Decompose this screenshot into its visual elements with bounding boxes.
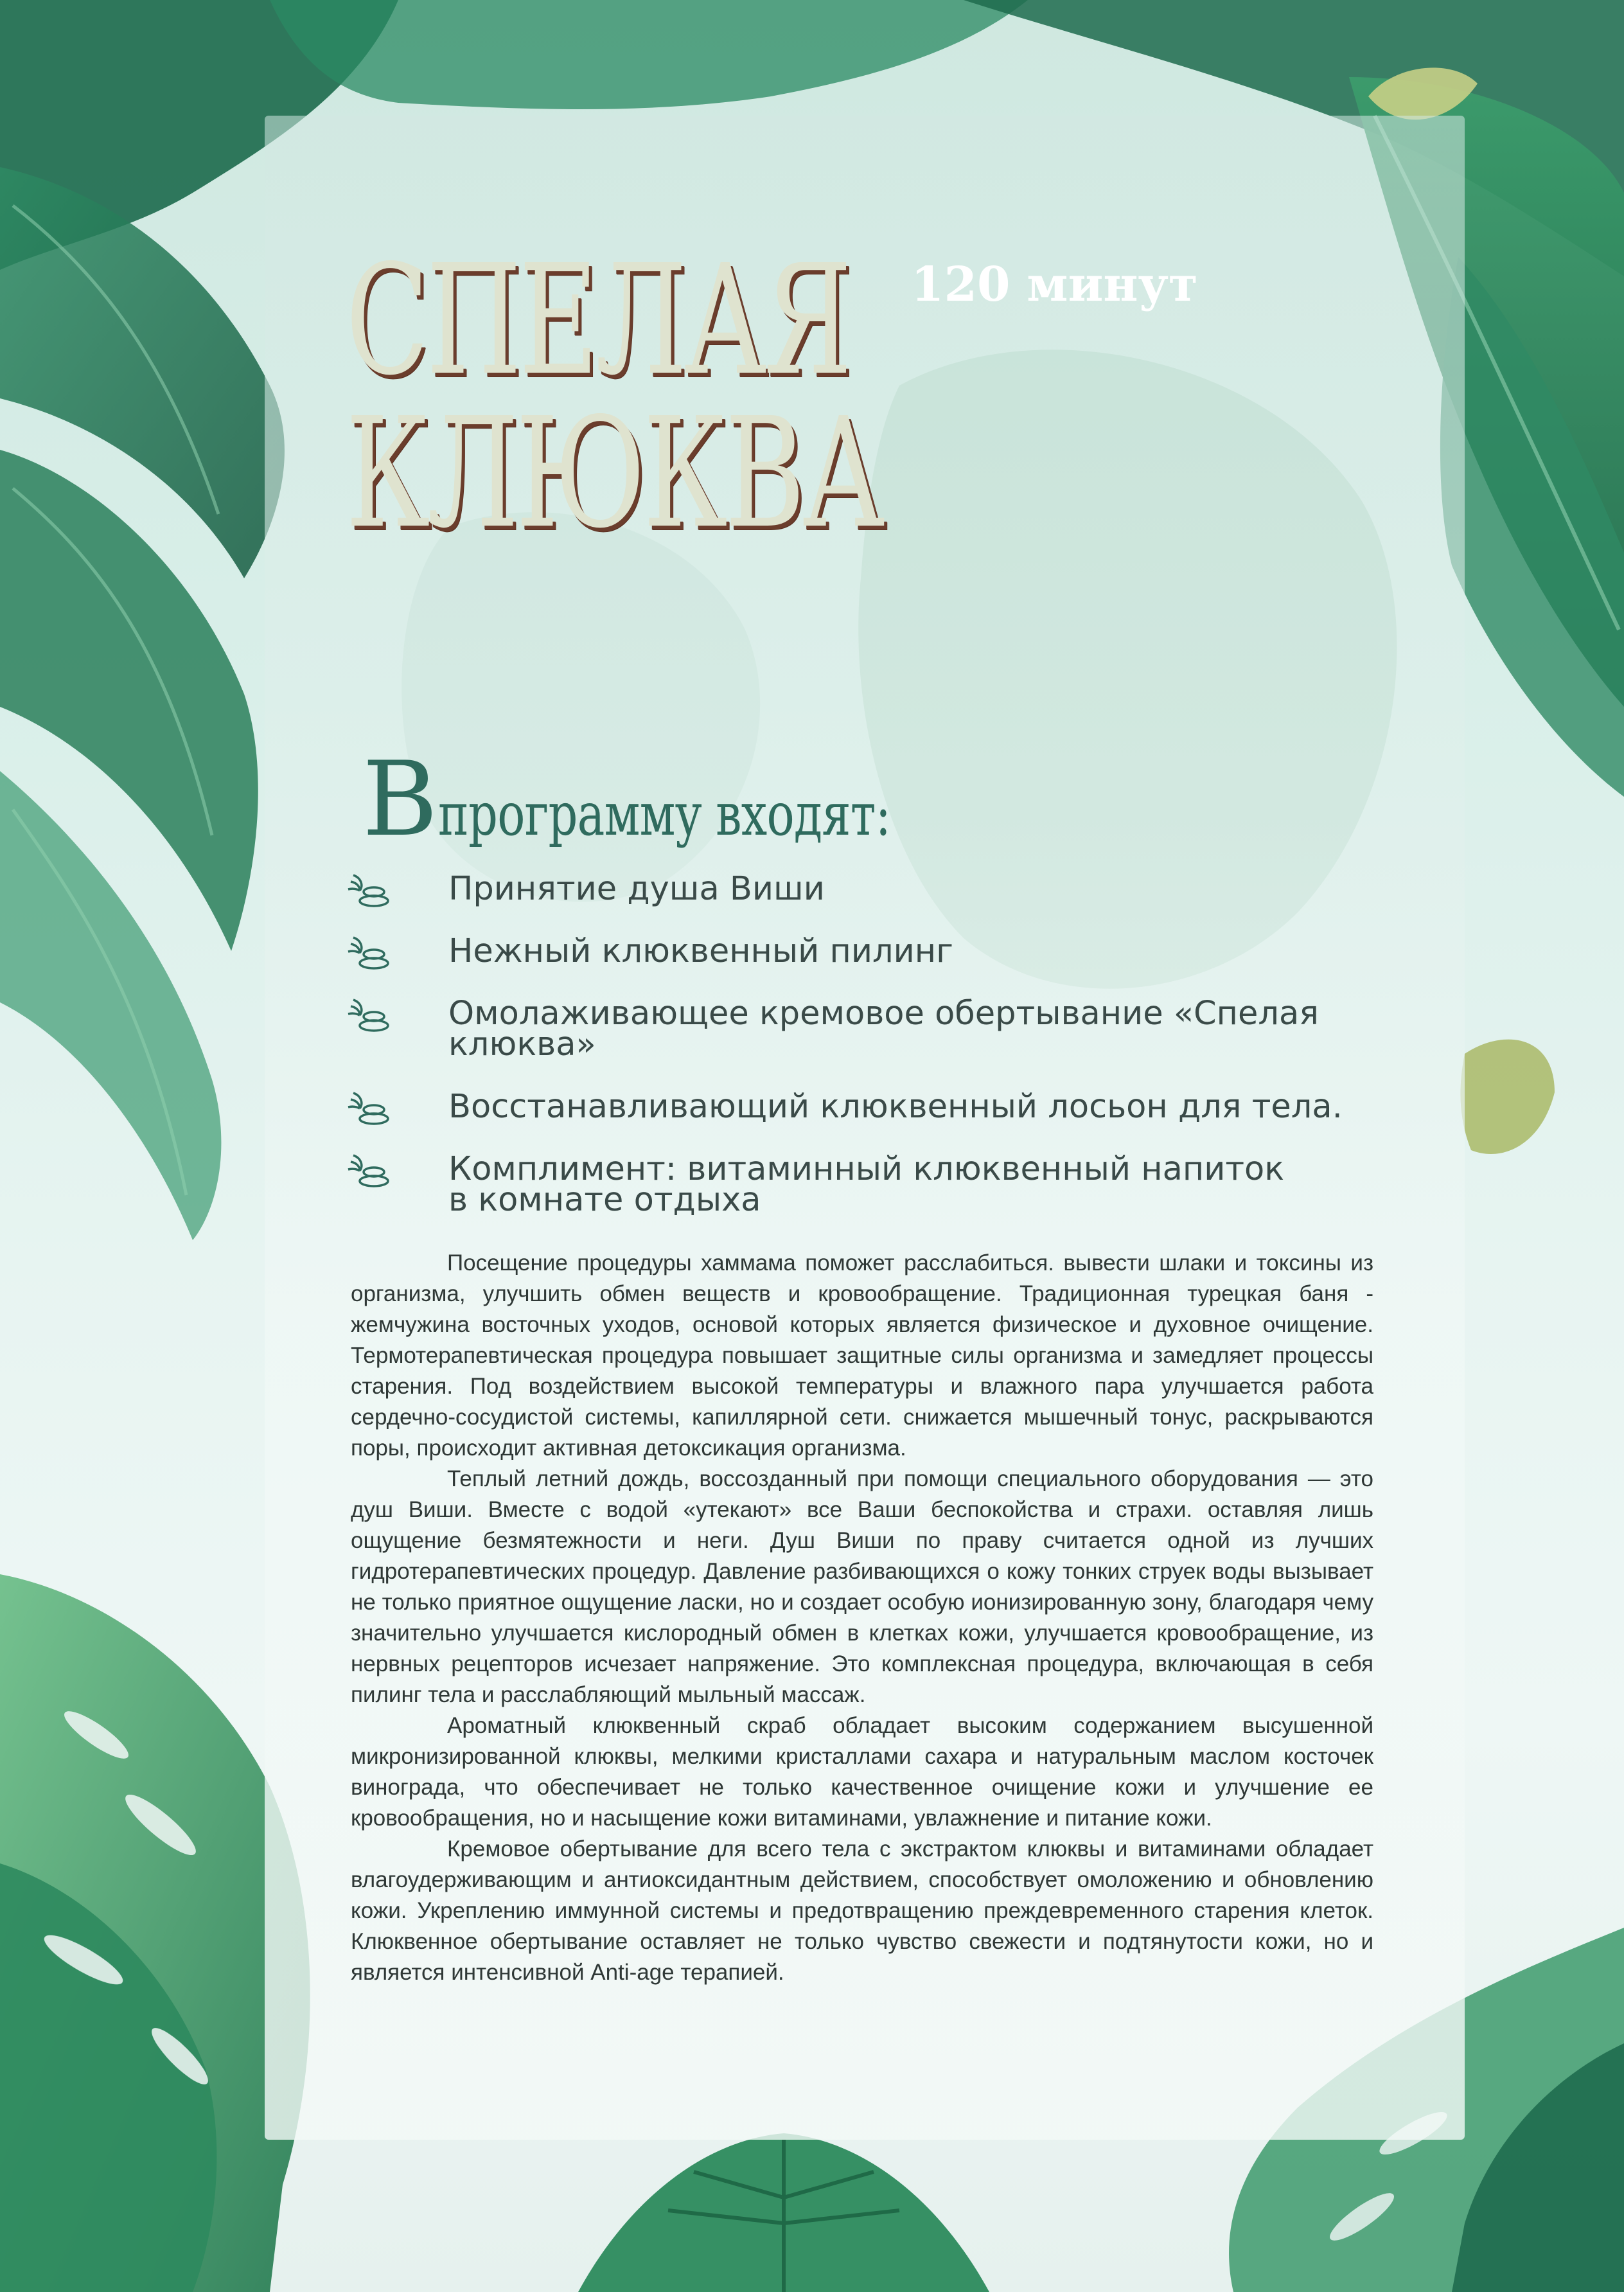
program-item-text-continued: в комнате отдыха <box>448 1181 761 1219</box>
program-item-text: Принятие душа Виши <box>448 870 825 908</box>
program-title <box>346 232 883 562</box>
list-item <box>347 870 1452 908</box>
program-title-line2: КЛЮКВА <box>346 385 883 562</box>
program-includes-heading-initial: В <box>362 739 438 859</box>
program-item-text: Нежный клюквенный пилинг <box>448 932 953 970</box>
spa-stones-icon <box>347 997 392 1033</box>
list-item <box>347 1088 1452 1126</box>
description-paragraph: Теплый летний дождь, воссозданный при помощи специального оборудования — это душ Виши. Вместе с водой «утекают» все Ваши беспокойства и страхи. оставляя лишь ощущение безмятежности и неги. Душ Виши по праву считается одной из лучших гидротерапевтических процедур. Давление разбивающихся о кожу тонких струек воды вызывает не только приятное ощущение ласки, но и создает особую ионизированную зону, благодаря чему значительно улучшается кислородный обмен в клетках кожи, улучшается кровообращение, из нервных рецепторов исчезает напряжение. Это комплексная процедура, включающая в себя пилинг тела и расслабляющий мыльный массаж. <box>351 1466 1373 1707</box>
spa-stones-icon <box>347 1090 392 1126</box>
list-item <box>347 1150 1452 1219</box>
description-text <box>351 1248 1373 1988</box>
spa-stones-icon <box>347 935 392 971</box>
program-item-text: Восстанавливающий клюквенный лосьон для тела. <box>448 1088 1343 1126</box>
program-includes-heading <box>362 739 1018 859</box>
program-includes-heading-text: программу входят: <box>437 780 890 849</box>
list-item <box>347 995 1452 1063</box>
program-item-text: Комплимент: витаминный клюквенный напиток <box>448 1150 1285 1188</box>
spa-stones-icon <box>347 873 392 909</box>
program-item-text: Омолаживающее кремовое обертывание «Спелая клюква» <box>448 995 1319 1063</box>
description-paragraph: Ароматный клюквенный скраб обладает высоким содержанием высушенной микронизированной клюквы, мелкими кристаллами сахара и натуральным маслом косточек винограда, что обеспечивает не только качественное очищение кожи и улучшение ее кровообращения, но и насыщение кожи витаминами, увлажнение и питание кожи. <box>351 1713 1373 1831</box>
program-title-line1: СПЕЛАЯ <box>346 232 850 409</box>
program-items-list <box>347 870 1452 1247</box>
spa-stones-icon <box>347 1153 392 1189</box>
description-paragraph: Посещение процедуры хаммама поможет расслабиться. вывести шлаки и токсины из организма, улучшить обмен веществ и кровообращение. Традиционная турецкая баня - жемчужина восточных уходов, основой которых является физическое и духовное очищение. Термотерапевтическая процедура повышает защитные силы организма и замедляет процессы старения. Под воздействием высокой температуры и влажного пара улучшается работа сердечно-сосудистой системы, капиллярной сети. снижается мышечный тонус, раскрываются поры, происходит активная детоксикация организма. <box>351 1250 1373 1461</box>
description-paragraph: Кремовое обертывание для всего тела с экстрактом клюквы и витаминами обладает влагоудерживающим и антиоксидантным действием, способствует омоложению и обновлению кожи. Укреплению иммунной системы и предотвращению преждевременного старения клеток. Клюквенное обертывание оставляет не только чувство свежести и подтянутости кожи, но и является интенсивной Anti-age терапией. <box>351 1836 1373 1985</box>
duration-label: 120 минут <box>911 257 1198 312</box>
list-item <box>347 932 1452 970</box>
